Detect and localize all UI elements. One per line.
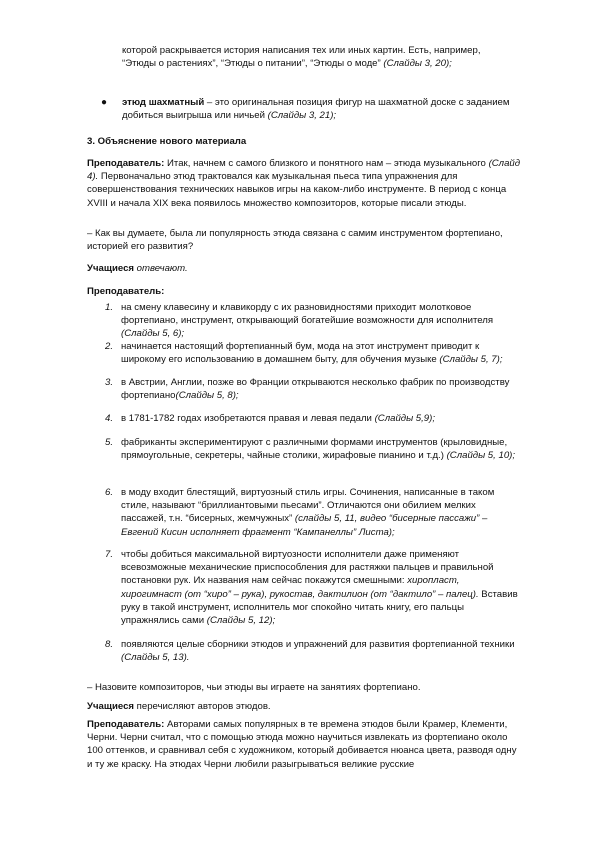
list-text: Вставив руку в такой инструмент, исполнитель мог спокойно читать книгу, его пальцы упражнялись сами [121, 588, 518, 627]
instrument-names: хиропласт, хирогимнаст (от “хиро” – рука), рукостав, дактилион (от “дактило” – палец). [121, 575, 479, 600]
students-answer: перечисляют авторов этюдов. [134, 701, 271, 712]
slide-reference: (слайды 5, 11, видео “бисерные пассажи” – Евгений Кисин исполняет фрагмент “Кампанеллы” Листа); [121, 513, 488, 538]
students-label: Учащиеся [87, 701, 135, 712]
list-text: в Австрии, Англии, позже во Франции открываются несколько фабрик по производству фортепиано [121, 377, 510, 402]
bullet-term: этюд шахматный [122, 97, 205, 108]
teacher-paragraph [87, 157, 522, 210]
slide-reference: (Слайды 5, 8); [175, 390, 239, 402]
slide-reference: (Слайды 3, 20); [383, 58, 452, 70]
question-paragraph: – Назовите композиторов, чьи этюды вы играете на занятиях фортепиано. [87, 682, 421, 693]
teacher-label: Преподаватель: [87, 719, 165, 730]
teacher-label: Преподаватель: [87, 286, 165, 297]
slide-reference: (Слайды 5, 12); [206, 615, 276, 627]
slide-reference: (Слайды 3, 21); [267, 110, 337, 122]
bullet-text: – это оригинальная позиция фигур на шахматной доске с заданием добиться выигрыша или ничьей [122, 97, 510, 122]
slide-reference: (Слайды 5, 7); [439, 354, 503, 366]
list-text: появляются целые сборники этюдов и упражнений для развития фортепианной техники [121, 639, 515, 650]
students-label: Учащиеся [87, 263, 135, 274]
slide-reference: (Слайды 5, 10); [446, 450, 516, 462]
list-number: 3. [105, 377, 114, 388]
slide-reference: (Слайды 5, 6); [121, 328, 185, 340]
list-number: 4. [105, 413, 114, 424]
list-text: в моду входит блестящий, виртуозный стиль игры. Сочинения, написанные в таком стиле, называют “бриллиантовыми пьесами”. Отличаются они обилием мелких пассажей, т.н. “бисерных, жемчужных” [121, 487, 495, 525]
teacher-label-line [87, 285, 522, 298]
teacher-label: Преподаватель: [87, 158, 165, 169]
students-paragraph [87, 262, 522, 275]
list-number: 5. [105, 437, 114, 448]
students-paragraph [87, 700, 522, 713]
slide-reference: (Слайд 4). [87, 158, 521, 183]
bullet-icon: ● [101, 97, 108, 108]
list-number: 6. [105, 487, 114, 498]
students-answer: отвечают. [134, 263, 188, 274]
list-text: начинается настоящий фортепианный бум, мода на этот инструмент приводит к широкому его использованию в домашнем быту, для обучения музыке [121, 341, 480, 366]
list-number: 2. [105, 341, 114, 352]
continuation-paragraph [122, 44, 512, 70]
list-text: чтобы добиться максимальной виртуозности исполнители даже применяют всевозможные механические приспособления для растяжки пальцев и правильной постановки рук. Их названия нам сейчас покажутся смешными: [121, 549, 494, 587]
list-number: 1. [105, 302, 114, 313]
slide-reference: (Слайды 5,9); [374, 413, 436, 424]
list-number: 7. [105, 549, 114, 560]
list-text: фабриканты экспериментируют с различными формами инструментов (крыловидные, прямоугольные, секретеры, чайные столики, жирафовые пианино и т.д.) [121, 437, 508, 462]
paragraph-text: Авторами самых популярных в те времена этюдов были Крамер, Клементи, Черни. Черни считал, что с помощью этюда можно научиться извлекать из фортепиано около 100 оттенков, и сравнивал себя с художником, который добивается нюанса цвета, разводя одну и ту же краску. На этюдах Черни любили разыгрываться великие русские [87, 719, 517, 770]
continuation-text: которой раскрывается история написания тех или иных картин. Есть, например, “Этюды о растениях”, “Этюды о питании”, “Этюды о моде” [122, 45, 481, 70]
list-text: в 1781-1782 годах изобретаются правая и левая педали [121, 413, 375, 424]
question-paragraph: – Как вы думаете, была ли популярность этюда связана с самим инструментом фортепиано, историей его развития? [87, 228, 503, 253]
teacher-paragraph [87, 718, 522, 771]
paragraph-text: Первоначально этюд трактовался как музыкальная пьеса типа упражнения для совершенствования технических навыков игры на каком-либо инструменте. В период с конца XVIII и начала XIX века появилось множество композиторов, которые писали этюды. [87, 171, 507, 209]
section-heading: 3. Объяснение нового материала [87, 136, 247, 147]
list-text: на смену клавесину и клавикорду с их разновидностями приходит молотковое фортепиано, инструмент, открывающий богатейшие возможности для исполнителя [121, 302, 494, 327]
list-number: 8. [105, 639, 114, 650]
slide-reference: (Слайды 5, 13). [121, 652, 190, 664]
paragraph-text: Итак, начнем с самого близкого и понятного нам – этюда музыкального [164, 158, 489, 169]
